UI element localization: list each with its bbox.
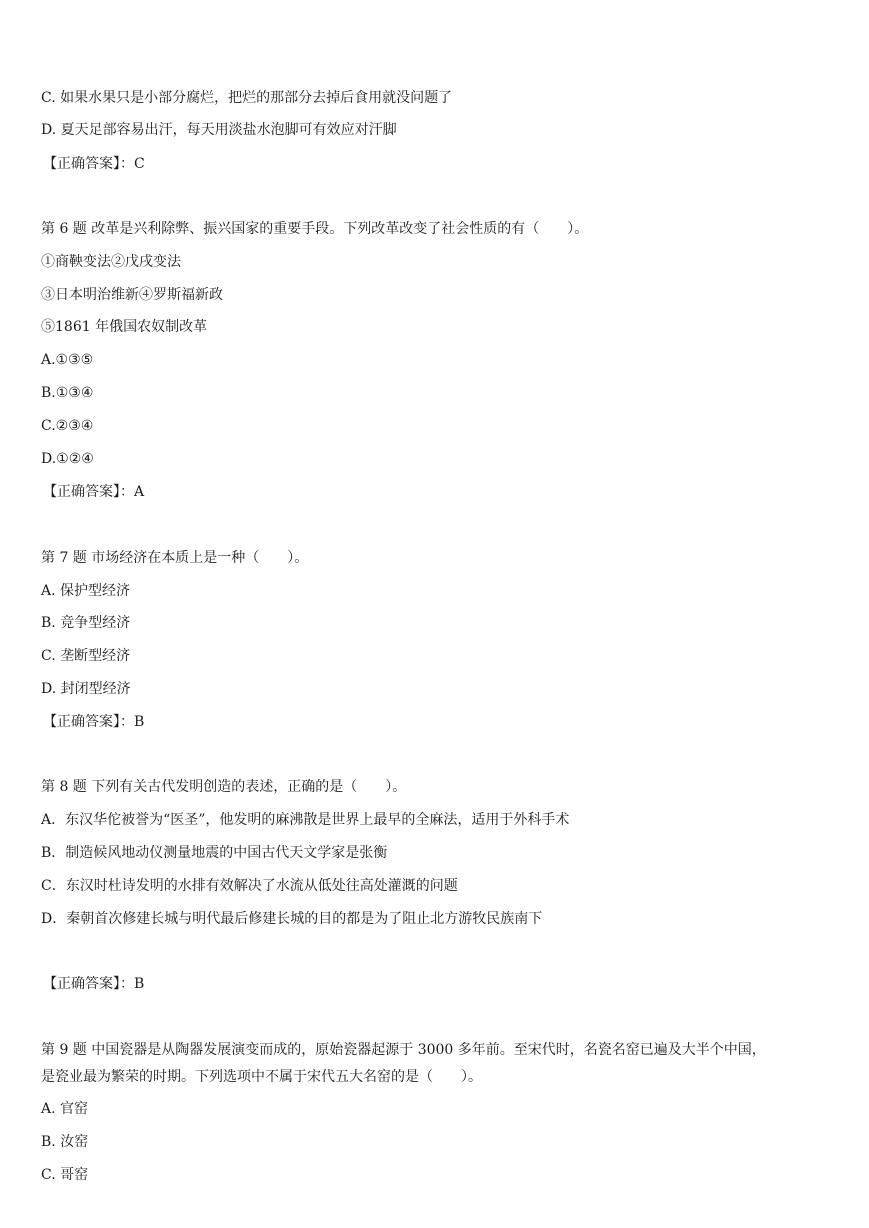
q6-stem: 第 6 题 改革是兴利除弊、振兴国家的重要手段。下列改革改变了社会性质的有（ ）。	[41, 221, 589, 237]
q5-option-c: C. 如果水果只是小部分腐烂，把烂的那部分去掉后食用就没问题了	[41, 90, 453, 106]
q8-option-c: C．东汉时杜诗发明的水排有效解决了水流从低处往高处灌溉的问题	[41, 878, 458, 894]
q6-answer: 【正确答案】：A	[43, 484, 145, 500]
q8-option-a: A．东汉华佗被誉为“医圣”，他发明的麻沸散是世界上最早的全麻法，适用于外科手术	[41, 812, 570, 828]
q6-option-c: C.②③④	[41, 418, 94, 434]
q6-option-b: B.①③④	[41, 385, 94, 401]
q7-option-d: D. 封闭型经济	[41, 681, 131, 697]
q8-option-d: D．秦朝首次修建长城与明代最后修建长城的目的都是为了阻止北方游牧民族南下	[41, 911, 543, 927]
q6-sub-item-1: ①商鞅变法②戊戌变法	[41, 254, 181, 270]
q5-answer: 【正确答案】：C	[43, 156, 145, 172]
q9-option-a: A. 官窑	[41, 1101, 89, 1117]
q9-option-b: B. 汝窑	[41, 1134, 89, 1150]
q7-option-a: A. 保护型经济	[41, 583, 131, 599]
q8-stem: 第 8 题 下列有关古代发明创造的表述，正确的是（ ）。	[41, 779, 407, 795]
q8-option-b: B．制造候风地动仪测量地震的中国古代天文学家是张衡	[41, 845, 388, 861]
q7-stem: 第 7 题 市场经济在本质上是一种（ ）。	[41, 550, 309, 566]
q8-answer: 【正确答案】：B	[43, 976, 145, 992]
q7-option-c: C. 垄断型经济	[41, 648, 131, 664]
q7-option-b: B. 竞争型经济	[41, 615, 131, 631]
q6-option-d: D.①②④	[41, 451, 94, 467]
q6-sub-item-2: ③日本明治维新④罗斯福新政	[41, 287, 223, 303]
q9-stem-line-2: 是瓷业最为繁荣的时期。下列选项中不属于宋代五大名窑的是（ ）。	[41, 1069, 482, 1085]
q7-answer: 【正确答案】：B	[43, 714, 145, 730]
q6-option-a: A.①③⑤	[41, 352, 94, 368]
q5-option-d: D. 夏天足部容易出汗，每天用淡盐水泡脚可有效应对汗脚	[41, 122, 397, 138]
q9-stem-line-1: 第 9 题 中国瓷器是从陶器发展演变而成的，原始瓷器起源于 3000 多年前。至宋代时，名瓷名窑已遍及大半个中国，	[41, 1042, 766, 1058]
q9-option-c: C. 哥窑	[41, 1167, 89, 1183]
q6-sub-item-3: ⑤1861 年俄国农奴制改革	[41, 319, 208, 335]
